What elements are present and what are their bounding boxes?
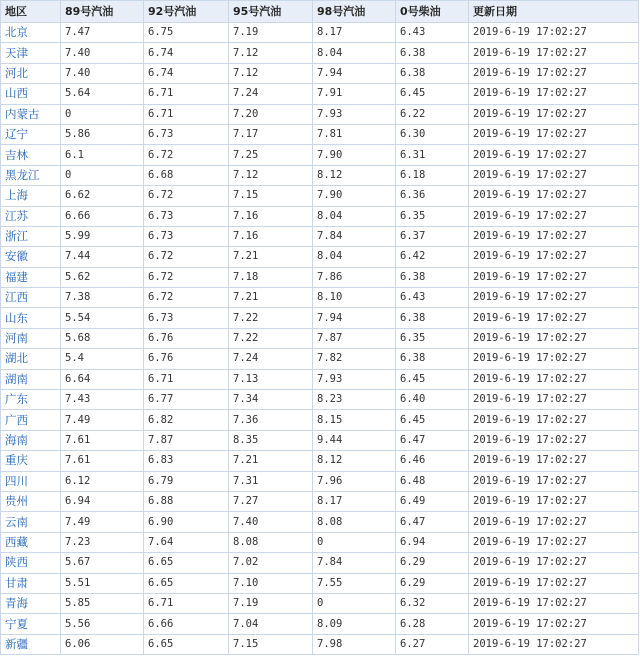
diesel-0-cell: 6.47: [396, 512, 469, 532]
gasoline-98-cell: 7.84: [313, 226, 396, 246]
gasoline-95-cell: 7.15: [229, 186, 313, 206]
gasoline-98-cell: 8.09: [313, 614, 396, 634]
table-row: [1, 614, 639, 634]
diesel-0-cell: 6.22: [396, 104, 469, 124]
gasoline-89-cell: 5.51: [61, 573, 144, 593]
diesel-0-cell: 6.38: [396, 63, 469, 83]
gasoline-92-cell: 6.66: [144, 614, 229, 634]
table-row: [1, 206, 639, 226]
update-date-cell: 2019-6-19 17:02:27: [469, 288, 639, 308]
gasoline-92-cell: 6.65: [144, 573, 229, 593]
update-date-cell: 2019-6-19 17:02:27: [469, 165, 639, 185]
region-cell[interactable]: 广西: [1, 410, 61, 430]
gasoline-95-cell: 8.35: [229, 430, 313, 450]
region-cell[interactable]: 四川: [1, 471, 61, 491]
gasoline-89-cell: 5.99: [61, 226, 144, 246]
diesel-0-cell: 6.35: [396, 328, 469, 348]
diesel-0-cell: 6.38: [396, 267, 469, 287]
table-row: [1, 23, 639, 43]
gasoline-92-cell: 6.71: [144, 369, 229, 389]
update-date-cell: 2019-6-19 17:02:27: [469, 634, 639, 654]
gasoline-92-cell: 6.76: [144, 328, 229, 348]
gasoline-92-cell: 6.71: [144, 84, 229, 104]
diesel-0-cell: 6.49: [396, 491, 469, 511]
region-cell[interactable]: 宁夏: [1, 614, 61, 634]
gasoline-92-cell: 6.73: [144, 124, 229, 144]
diesel-0-cell: 6.43: [396, 23, 469, 43]
diesel-0-cell: 6.28: [396, 614, 469, 634]
gasoline-92-cell: 6.82: [144, 410, 229, 430]
update-date-cell: 2019-6-19 17:02:27: [469, 145, 639, 165]
gasoline-92-cell: 6.73: [144, 308, 229, 328]
gasoline-92-cell: 6.73: [144, 226, 229, 246]
gasoline-89-cell: 6.94: [61, 491, 144, 511]
region-cell[interactable]: 贵州: [1, 491, 61, 511]
gasoline-92-cell: 6.75: [144, 23, 229, 43]
gasoline-92-cell: 6.65: [144, 634, 229, 654]
gasoline-89-cell: 5.56: [61, 614, 144, 634]
gasoline-95-cell: 7.36: [229, 410, 313, 430]
gasoline-89-cell: 7.47: [61, 23, 144, 43]
region-cell[interactable]: 重庆: [1, 451, 61, 471]
table-row: [1, 247, 639, 267]
update-date-cell: 2019-6-19 17:02:27: [469, 491, 639, 511]
gasoline-89-cell: 6.12: [61, 471, 144, 491]
region-cell[interactable]: 新疆: [1, 634, 61, 654]
diesel-0-cell: 6.30: [396, 124, 469, 144]
gasoline-98-cell: 7.93: [313, 369, 396, 389]
diesel-0-cell: 6.46: [396, 451, 469, 471]
gasoline-98-cell: 8.08: [313, 512, 396, 532]
gasoline-89-cell: 7.61: [61, 451, 144, 471]
gasoline-92-cell: 6.72: [144, 267, 229, 287]
region-cell[interactable]: 云南: [1, 512, 61, 532]
gasoline-95-cell: 7.24: [229, 84, 313, 104]
gasoline-92-cell: 6.71: [144, 593, 229, 613]
gasoline-92-cell: 6.88: [144, 491, 229, 511]
region-cell[interactable]: 天津: [1, 43, 61, 63]
gasoline-89-cell: 5.4: [61, 349, 144, 369]
update-date-cell: 2019-6-19 17:02:27: [469, 328, 639, 348]
table-row: [1, 512, 639, 532]
gasoline-89-cell: 7.44: [61, 247, 144, 267]
gasoline-89-cell: 6.62: [61, 186, 144, 206]
gasoline-98-cell: 7.82: [313, 349, 396, 369]
diesel-0-cell: 6.29: [396, 573, 469, 593]
header-gasoline-95[interactable]: 95号汽油: [229, 1, 313, 23]
region-cell[interactable]: 山西: [1, 84, 61, 104]
gasoline-98-cell: 8.04: [313, 247, 396, 267]
table-row: [1, 84, 639, 104]
table-row: [1, 124, 639, 144]
update-date-cell: 2019-6-19 17:02:27: [469, 43, 639, 63]
update-date-cell: 2019-6-19 17:02:27: [469, 410, 639, 430]
diesel-0-cell: 6.48: [396, 471, 469, 491]
region-cell[interactable]: 河南: [1, 328, 61, 348]
update-date-cell: 2019-6-19 17:02:27: [469, 247, 639, 267]
gasoline-98-cell: 8.17: [313, 23, 396, 43]
region-cell[interactable]: 江苏: [1, 206, 61, 226]
gasoline-98-cell: 7.81: [313, 124, 396, 144]
gasoline-98-cell: 8.15: [313, 410, 396, 430]
diesel-0-cell: 6.36: [396, 186, 469, 206]
diesel-0-cell: 6.18: [396, 165, 469, 185]
region-cell[interactable]: 陕西: [1, 553, 61, 573]
gasoline-92-cell: 6.72: [144, 145, 229, 165]
update-date-cell: 2019-6-19 17:02:27: [469, 206, 639, 226]
gasoline-98-cell: 7.90: [313, 145, 396, 165]
gasoline-92-cell: 6.68: [144, 165, 229, 185]
update-date-cell: 2019-6-19 17:02:27: [469, 614, 639, 634]
gasoline-92-cell: 6.73: [144, 206, 229, 226]
gasoline-95-cell: 7.13: [229, 369, 313, 389]
gasoline-89-cell: 5.86: [61, 124, 144, 144]
gasoline-89-cell: 7.49: [61, 512, 144, 532]
diesel-0-cell: 6.35: [396, 206, 469, 226]
gasoline-98-cell: 8.04: [313, 43, 396, 63]
gasoline-95-cell: 7.40: [229, 512, 313, 532]
diesel-0-cell: 6.47: [396, 430, 469, 450]
header-diesel-0[interactable]: 0号柴油: [396, 1, 469, 23]
gasoline-98-cell: 8.04: [313, 206, 396, 226]
diesel-0-cell: 6.40: [396, 390, 469, 410]
region-cell[interactable]: 西藏: [1, 532, 61, 552]
diesel-0-cell: 6.31: [396, 145, 469, 165]
table-row: [1, 491, 639, 511]
update-date-cell: 2019-6-19 17:02:27: [469, 23, 639, 43]
gasoline-98-cell: 7.87: [313, 328, 396, 348]
update-date-cell: 2019-6-19 17:02:27: [469, 471, 639, 491]
diesel-0-cell: 6.29: [396, 553, 469, 573]
gasoline-95-cell: 7.21: [229, 451, 313, 471]
gasoline-89-cell: 5.67: [61, 553, 144, 573]
gasoline-95-cell: 7.19: [229, 593, 313, 613]
gasoline-98-cell: 8.23: [313, 390, 396, 410]
diesel-0-cell: 6.45: [396, 410, 469, 430]
gasoline-95-cell: 7.34: [229, 390, 313, 410]
gasoline-92-cell: 6.77: [144, 390, 229, 410]
update-date-cell: 2019-6-19 17:02:27: [469, 124, 639, 144]
region-cell[interactable]: 甘肃: [1, 573, 61, 593]
update-date-cell: 2019-6-19 17:02:27: [469, 349, 639, 369]
gasoline-98-cell: 8.10: [313, 288, 396, 308]
gasoline-95-cell: 7.21: [229, 247, 313, 267]
gasoline-98-cell: 7.94: [313, 63, 396, 83]
region-cell[interactable]: 江西: [1, 288, 61, 308]
gasoline-92-cell: 6.72: [144, 186, 229, 206]
gasoline-89-cell: 7.61: [61, 430, 144, 450]
update-date-cell: 2019-6-19 17:02:27: [469, 512, 639, 532]
region-cell[interactable]: 安徽: [1, 247, 61, 267]
header-gasoline-98[interactable]: 98号汽油: [313, 1, 396, 23]
table-body: [1, 23, 639, 655]
table-row: [1, 471, 639, 491]
gasoline-98-cell: 7.90: [313, 186, 396, 206]
gasoline-92-cell: 6.74: [144, 63, 229, 83]
gasoline-89-cell: 0: [61, 165, 144, 185]
table-row: [1, 63, 639, 83]
update-date-cell: 2019-6-19 17:02:27: [469, 308, 639, 328]
gasoline-95-cell: 7.17: [229, 124, 313, 144]
table-row: [1, 43, 639, 63]
region-cell[interactable]: 上海: [1, 186, 61, 206]
gasoline-95-cell: 7.15: [229, 634, 313, 654]
table-row: [1, 349, 639, 369]
header-region[interactable]: 地区: [1, 1, 61, 23]
diesel-0-cell: 6.42: [396, 247, 469, 267]
update-date-cell: 2019-6-19 17:02:27: [469, 573, 639, 593]
gasoline-95-cell: 7.25: [229, 145, 313, 165]
header-gasoline-92[interactable]: 92号汽油: [144, 1, 229, 23]
gasoline-95-cell: 7.12: [229, 43, 313, 63]
gasoline-98-cell: 7.55: [313, 573, 396, 593]
gasoline-95-cell: 7.02: [229, 553, 313, 573]
gasoline-92-cell: 6.71: [144, 104, 229, 124]
region-cell[interactable]: 辽宁: [1, 124, 61, 144]
gasoline-98-cell: 7.84: [313, 553, 396, 573]
region-cell[interactable]: 黑龙江: [1, 165, 61, 185]
gasoline-95-cell: 7.27: [229, 491, 313, 511]
table-row: [1, 288, 639, 308]
header-update-date[interactable]: 更新日期: [469, 1, 639, 23]
table-row: [1, 634, 639, 654]
gasoline-92-cell: 6.90: [144, 512, 229, 532]
diesel-0-cell: 6.45: [396, 369, 469, 389]
region-cell[interactable]: 广东: [1, 390, 61, 410]
gasoline-98-cell: 7.96: [313, 471, 396, 491]
diesel-0-cell: 6.32: [396, 593, 469, 613]
region-cell[interactable]: 浙江: [1, 226, 61, 246]
header-row: [1, 1, 639, 23]
update-date-cell: 2019-6-19 17:02:27: [469, 104, 639, 124]
table-row: [1, 267, 639, 287]
table-row: [1, 593, 639, 613]
gasoline-95-cell: 8.08: [229, 532, 313, 552]
diesel-0-cell: 6.45: [396, 84, 469, 104]
update-date-cell: 2019-6-19 17:02:27: [469, 226, 639, 246]
gasoline-95-cell: 7.21: [229, 288, 313, 308]
table-row: [1, 451, 639, 471]
region-cell[interactable]: 河北: [1, 63, 61, 83]
gasoline-98-cell: 9.44: [313, 430, 396, 450]
gasoline-92-cell: 7.64: [144, 532, 229, 552]
gasoline-95-cell: 7.22: [229, 308, 313, 328]
gasoline-98-cell: 8.12: [313, 165, 396, 185]
gasoline-89-cell: 5.62: [61, 267, 144, 287]
table-row: [1, 308, 639, 328]
update-date-cell: 2019-6-19 17:02:27: [469, 451, 639, 471]
gasoline-89-cell: 5.85: [61, 593, 144, 613]
gasoline-92-cell: 6.76: [144, 349, 229, 369]
region-cell[interactable]: 福建: [1, 267, 61, 287]
gasoline-89-cell: 7.43: [61, 390, 144, 410]
gasoline-98-cell: 7.91: [313, 84, 396, 104]
gasoline-89-cell: 7.38: [61, 288, 144, 308]
diesel-0-cell: 6.38: [396, 349, 469, 369]
region-cell[interactable]: 北京: [1, 23, 61, 43]
gasoline-95-cell: 7.18: [229, 267, 313, 287]
gasoline-95-cell: 7.19: [229, 23, 313, 43]
gasoline-95-cell: 7.24: [229, 349, 313, 369]
table-row: [1, 430, 639, 450]
update-date-cell: 2019-6-19 17:02:27: [469, 390, 639, 410]
update-date-cell: 2019-6-19 17:02:27: [469, 186, 639, 206]
gasoline-98-cell: 0: [313, 593, 396, 613]
gasoline-95-cell: 7.16: [229, 226, 313, 246]
gasoline-98-cell: 7.94: [313, 308, 396, 328]
table-row: [1, 532, 639, 552]
table-row: [1, 165, 639, 185]
gasoline-92-cell: 7.87: [144, 430, 229, 450]
gasoline-92-cell: 6.72: [144, 288, 229, 308]
gasoline-89-cell: 6.1: [61, 145, 144, 165]
gasoline-98-cell: 7.93: [313, 104, 396, 124]
diesel-0-cell: 6.38: [396, 43, 469, 63]
table-row: [1, 390, 639, 410]
gasoline-89-cell: 0: [61, 104, 144, 124]
update-date-cell: 2019-6-19 17:02:27: [469, 267, 639, 287]
gasoline-92-cell: 6.65: [144, 553, 229, 573]
gasoline-89-cell: 5.68: [61, 328, 144, 348]
gasoline-98-cell: 7.86: [313, 267, 396, 287]
gasoline-89-cell: 7.40: [61, 43, 144, 63]
diesel-0-cell: 6.37: [396, 226, 469, 246]
gasoline-95-cell: 7.04: [229, 614, 313, 634]
table-row: [1, 410, 639, 430]
region-cell[interactable]: 湖北: [1, 349, 61, 369]
region-cell[interactable]: 海南: [1, 430, 61, 450]
region-cell[interactable]: 内蒙古: [1, 104, 61, 124]
table-row: [1, 226, 639, 246]
gasoline-92-cell: 6.83: [144, 451, 229, 471]
update-date-cell: 2019-6-19 17:02:27: [469, 369, 639, 389]
region-cell[interactable]: 青海: [1, 593, 61, 613]
table-row: [1, 369, 639, 389]
region-cell[interactable]: 湖南: [1, 369, 61, 389]
gasoline-95-cell: 7.22: [229, 328, 313, 348]
gasoline-89-cell: 7.40: [61, 63, 144, 83]
update-date-cell: 2019-6-19 17:02:27: [469, 593, 639, 613]
table-row: [1, 104, 639, 124]
gasoline-95-cell: 7.16: [229, 206, 313, 226]
diesel-0-cell: 6.27: [396, 634, 469, 654]
region-cell[interactable]: 吉林: [1, 145, 61, 165]
gasoline-89-cell: 7.23: [61, 532, 144, 552]
table-row: [1, 573, 639, 593]
gasoline-92-cell: 6.72: [144, 247, 229, 267]
table-row: [1, 145, 639, 165]
update-date-cell: 2019-6-19 17:02:27: [469, 532, 639, 552]
table-header: [1, 1, 639, 23]
gasoline-95-cell: 7.31: [229, 471, 313, 491]
gasoline-89-cell: 6.64: [61, 369, 144, 389]
gasoline-92-cell: 6.79: [144, 471, 229, 491]
gasoline-98-cell: 7.98: [313, 634, 396, 654]
update-date-cell: 2019-6-19 17:02:27: [469, 63, 639, 83]
gasoline-98-cell: 8.17: [313, 491, 396, 511]
region-cell[interactable]: 山东: [1, 308, 61, 328]
update-date-cell: 2019-6-19 17:02:27: [469, 84, 639, 104]
diesel-0-cell: 6.94: [396, 532, 469, 552]
gasoline-95-cell: 7.10: [229, 573, 313, 593]
gasoline-89-cell: 7.49: [61, 410, 144, 430]
diesel-0-cell: 6.38: [396, 308, 469, 328]
table-row: [1, 186, 639, 206]
gasoline-89-cell: 6.06: [61, 634, 144, 654]
gasoline-92-cell: 6.74: [144, 43, 229, 63]
diesel-0-cell: 6.43: [396, 288, 469, 308]
table-row: [1, 328, 639, 348]
update-date-cell: 2019-6-19 17:02:27: [469, 430, 639, 450]
gasoline-98-cell: 0: [313, 532, 396, 552]
table-row: [1, 553, 639, 573]
update-date-cell: 2019-6-19 17:02:27: [469, 553, 639, 573]
gasoline-89-cell: 5.54: [61, 308, 144, 328]
header-gasoline-89[interactable]: 89号汽油: [61, 1, 144, 23]
gasoline-95-cell: 7.12: [229, 165, 313, 185]
gasoline-89-cell: 5.64: [61, 84, 144, 104]
gasoline-98-cell: 8.12: [313, 451, 396, 471]
gasoline-95-cell: 7.12: [229, 63, 313, 83]
gasoline-89-cell: 6.66: [61, 206, 144, 226]
gasoline-95-cell: 7.20: [229, 104, 313, 124]
